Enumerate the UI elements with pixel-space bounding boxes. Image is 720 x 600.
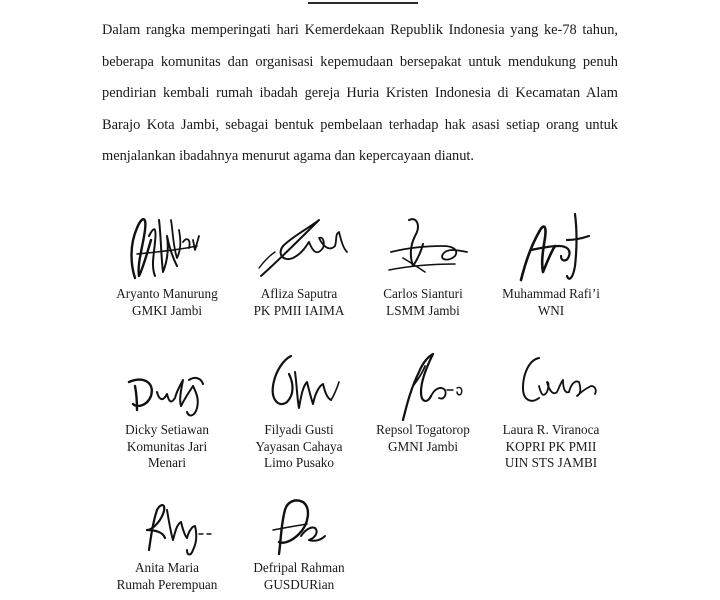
handwritten-signature: [239, 342, 359, 422]
signatory-organization: GMKI Jambi: [132, 302, 202, 318]
signatory-name: Filyadi Gusti: [264, 422, 334, 437]
handwritten-signature: [491, 342, 611, 422]
signatory-block: [353, 206, 493, 319]
signatory-name: Anita Maria: [134, 560, 200, 575]
statement-line: Dalam rangka memperingati hari Kemerdekaan Republik Indonesia yang ke-78 tahun,: [102, 22, 618, 38]
signatory-organization: Yayasan Cahaya: [255, 438, 343, 454]
signatory-organization: Rumah Perempuan: [116, 576, 218, 592]
signatory-block: [229, 492, 369, 593]
signatory-organization: PK PMII IAIMA: [253, 302, 345, 318]
signatory-organization: UIN STS JAMBI: [504, 455, 598, 470]
statement-line: Barajo Kota Jambi, sebagai bentuk pembelaan terhadap hak asasi setiap orang untuk: [102, 116, 618, 133]
signatory-organization: KOPRI PK PMII: [505, 438, 597, 454]
handwritten-signature: [363, 206, 483, 286]
signatory-name: Laura R. Viranoca: [502, 422, 600, 437]
signatory-block: [481, 206, 621, 319]
signatory-organization: Menari: [147, 455, 187, 470]
handwritten-signature: [239, 480, 359, 560]
signatory-organization: Komunitas Jari: [126, 438, 208, 454]
signatory-name: Defripal Rahman: [253, 560, 345, 575]
signatory-organization: LSMM Jambi: [386, 302, 460, 318]
signatory-block: [229, 206, 369, 319]
signatory-name: Muhammad Rafi’i: [502, 286, 600, 301]
signatory-name: Carlos Sianturi: [383, 286, 463, 301]
handwritten-signature: [107, 342, 227, 422]
signatory-block: [481, 342, 621, 472]
signatory-name: Aryanto Manurung: [116, 286, 218, 301]
signatory-organization: Limo Pusako: [264, 455, 334, 470]
handwritten-signature: [491, 206, 611, 286]
signatory-organization: GUSDURian: [263, 576, 335, 592]
signatory-block: [97, 206, 237, 319]
statement-line: beberapa komunitas dan organisasi kepemudaan bersepakat untuk mendukung penuh: [102, 53, 618, 70]
signatory-block: [97, 342, 237, 472]
handwritten-signature: [107, 206, 227, 286]
statement-paragraph: [102, 18, 618, 176]
title-underline-fragment: [308, 0, 418, 4]
signatory-organization: WNI: [537, 302, 565, 318]
statement-line: pendirian kembali rumah ibadah gereja Huria Kristen Indonesia di Kecamatan Alam: [102, 85, 618, 101]
signatory-block: [229, 342, 369, 472]
signatory-block: [97, 492, 237, 593]
signatory-name: Repsol Togatorop: [376, 422, 470, 437]
signatory-block: [353, 342, 493, 455]
handwritten-signature: [107, 480, 227, 560]
handwritten-signature: [363, 342, 483, 422]
handwritten-signature: [239, 206, 359, 286]
signatory-name: Afliza Saputra: [260, 286, 338, 301]
signatory-name: Dicky Setiawan: [125, 422, 209, 437]
signatory-organization: GMNI Jambi: [388, 438, 458, 454]
statement-line: menjalankan ibadahnya menurut agama dan kepercayaan dianut.: [102, 148, 474, 164]
